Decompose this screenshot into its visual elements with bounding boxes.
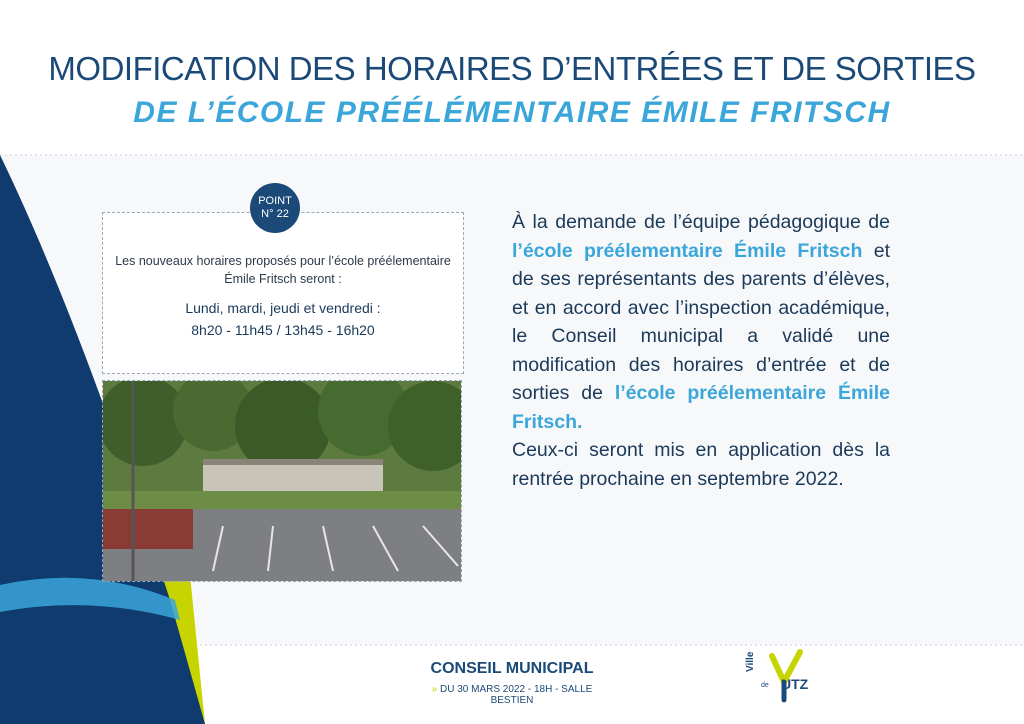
footer-date: DU 30 MARS 2022 - 18H - SALLE BESTIEN [440, 684, 593, 706]
body-part2: et de ses représentants des parents d’élèves, et en accord avec l’inspection académique, le Conseil municipal a validé une modification des horaires d’entrée et de sorties de [512, 239, 890, 404]
body-part3: Ceux-ci seront mis en application dès la rentrée prochaine en septembre 2022. [512, 439, 890, 490]
footer-arrow-icon: » [431, 684, 438, 695]
schedule-days: Lundi, mardi, jeudi et vendredi : [185, 300, 381, 316]
body-paragraph [512, 208, 890, 436]
page-title: MODIFICATION DES HORAIRES D’ENTRÉES ET DE SORTIES [48, 50, 976, 87]
body-part1: À la demande de l’équipe pédagogique de [512, 211, 890, 233]
footer-subtitle [412, 684, 612, 706]
school-photo-illustration [103, 381, 462, 582]
logo-ville-text: Ville [745, 651, 756, 672]
point-badge [250, 183, 300, 233]
school-photo [102, 380, 462, 582]
school-name-highlight-2: l’école préélementaire Émile Fritsch. [512, 382, 890, 433]
info-box [102, 212, 464, 374]
point-number: N° 22 [261, 208, 289, 220]
point-label: POINT [258, 195, 292, 207]
footer-title: CONSEIL MUNICIPAL [430, 660, 594, 677]
school-name-highlight-1: l’école préélementaire Émile Fritsch [512, 239, 863, 262]
body-text [512, 208, 890, 493]
schedule-times: 8h20 - 11h45 / 13h45 - 16h20 [191, 322, 375, 338]
logo-utz-text: UTZ [781, 676, 809, 692]
schedule-intro: Les nouveaux horaires proposés pour l’école préélementaire Émile Fritsch seront : [115, 254, 451, 286]
logo-de-text: de [761, 682, 769, 689]
page-subtitle: DE L’ÉCOLE PRÉÉLÉMENTAIRE ÉMILE FRITSCH [133, 96, 891, 129]
